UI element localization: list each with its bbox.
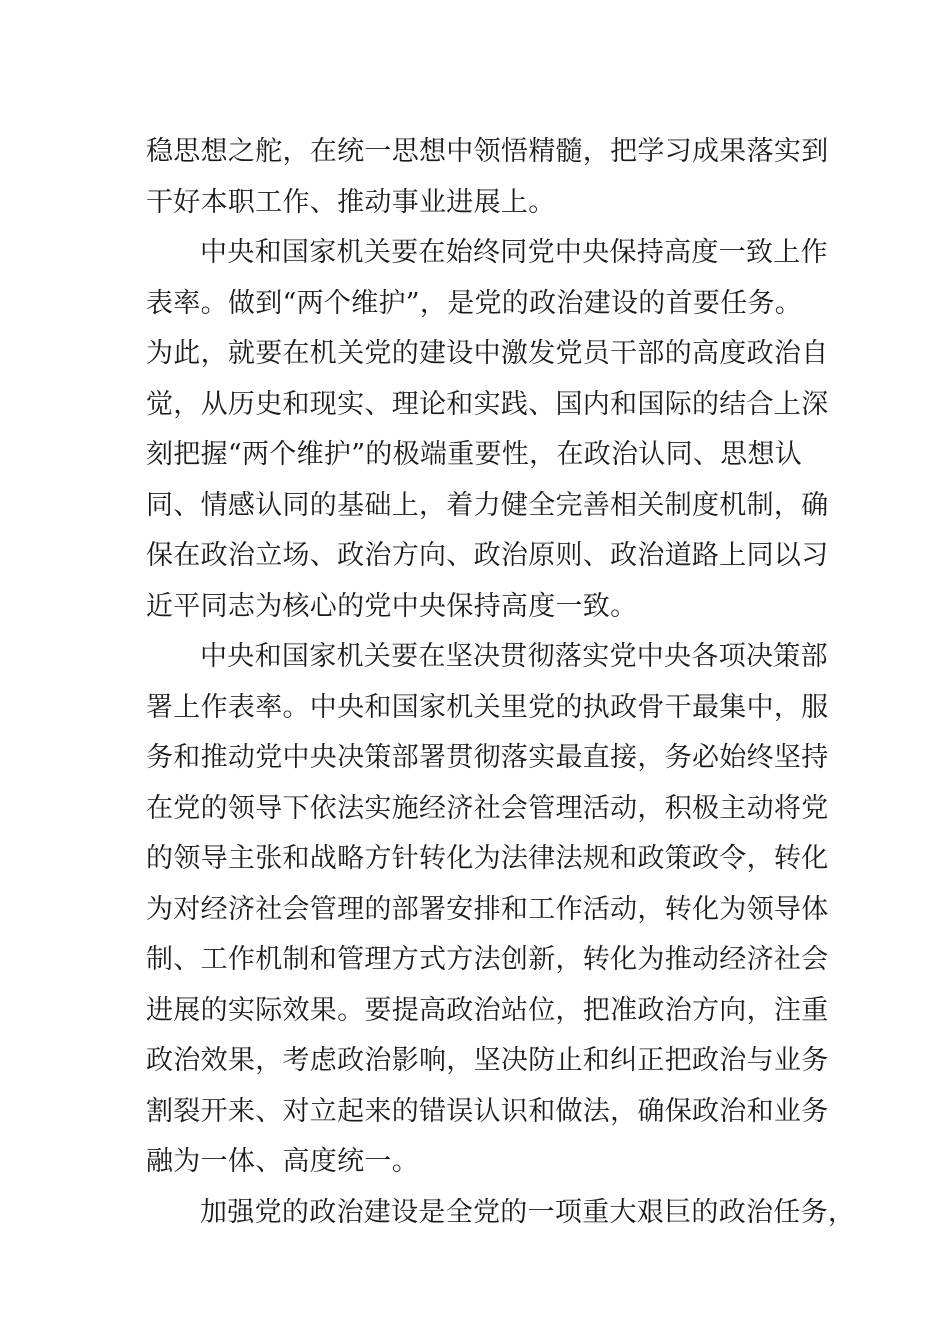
text-line: 中央和国家机关要在坚决贯彻落实党中央各项决策部 [200, 641, 828, 672]
paragraph [146, 127, 829, 228]
text-line: 的领导主张和战略方针转化为法律法规和政策政令，转化 [146, 843, 829, 874]
text-line: 刻把握“两个维护”的极端重要性，在政治认同、思想认 [146, 439, 803, 470]
paragraph [146, 228, 829, 632]
text-line: 为此，就要在机关党的建设中激发党员干部的高度政治自 [146, 338, 829, 369]
text-line: 觉，从历史和现实、理论和实践、国内和国际的结合上深 [146, 388, 829, 420]
text-line: 务和推动党中央决策部署贯彻落实最直接，务必始终坚持 [146, 742, 829, 773]
text-line: 同、情感认同的基础上，着力健全完善相关制度机制，确 [146, 489, 829, 521]
document-body [146, 127, 856, 1238]
paragraph [146, 1188, 856, 1239]
text-line: 保在政治立场、政治方向、政治原则、政治道路上同以习 [146, 540, 829, 571]
text-line: 干好本职工作、推动事业进展上。 [146, 186, 556, 218]
text-line: 割裂开来、对立起来的错误认识和做法，确保政治和业务 [146, 1095, 829, 1127]
text-line: 为对经济社会管理的部署安排和工作活动，转化为领导体 [146, 893, 829, 925]
text-line: 加强党的政治建设是全党的一项重大艰巨的政治任务， [200, 1196, 856, 1228]
text-line: 近平同志为核心的党中央保持高度一致。 [146, 590, 638, 622]
text-line: 表率。做到“两个维护”，是党的政治建设的首要任务。 [146, 287, 803, 319]
text-line: 在党的领导下依法实施经济社会管理活动，积极主动将党 [146, 792, 829, 824]
paragraph [146, 632, 829, 1188]
text-line: 政治效果，考虑政治影响，坚决防止和纠正把政治与业务 [146, 1045, 829, 1076]
text-line: 署上作表率。中央和国家机关里党的执政骨干最集中，服 [146, 691, 829, 723]
text-line: 稳思想之舵，在统一思想中领悟精髓，把学习成果落实到 [146, 136, 829, 167]
text-line: 中央和国家机关要在始终同党中央保持高度一致上作 [200, 237, 828, 268]
text-line: 制、工作机制和管理方式方法创新，转化为推动经济社会 [146, 944, 829, 975]
text-line: 融为一体、高度统一。 [146, 1146, 419, 1177]
text-line: 进展的实际效果。要提高政治站位，把准政治方向，注重 [146, 994, 829, 1026]
